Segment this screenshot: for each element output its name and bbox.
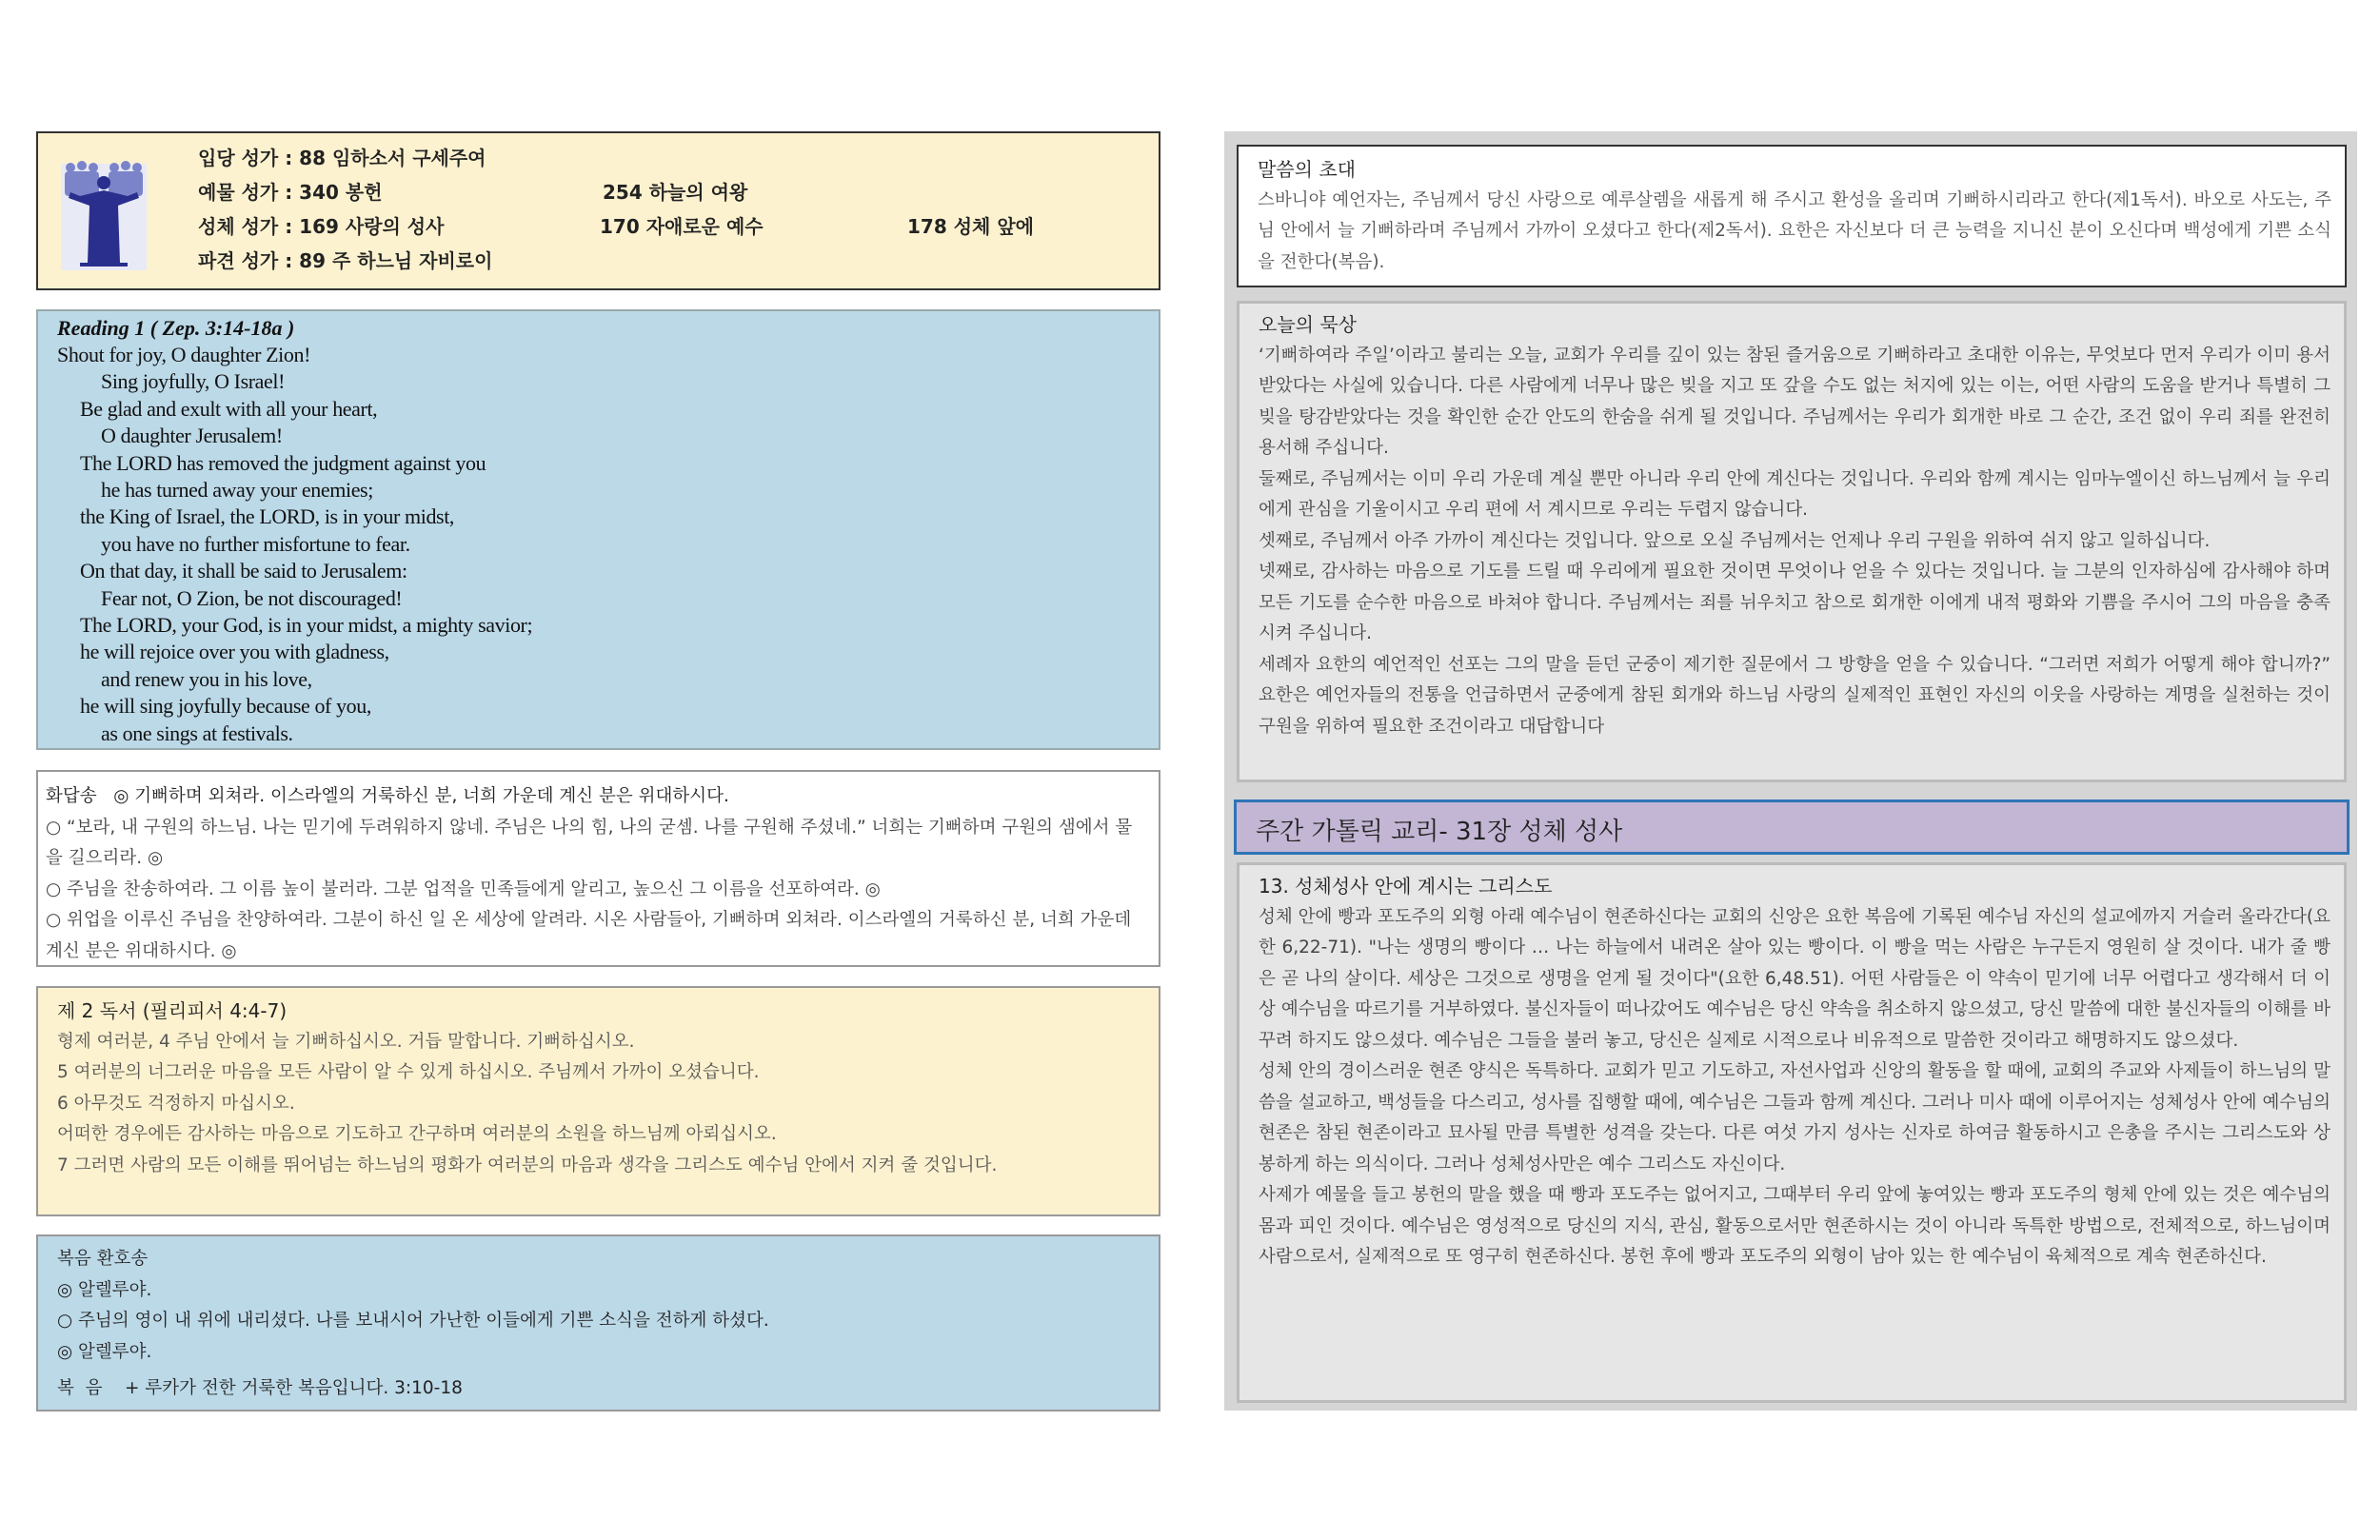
catechism-header-title: 주간 가톨릭 교리- 31장 성체 성사	[1256, 818, 1623, 846]
reading-line: Fear not, O Zion, be not discouraged!	[101, 585, 403, 610]
reading-line: The LORD, your God, is in your midst, a mighty savior;	[80, 613, 533, 638]
communion-hymn-2: 170 자애로운 예수	[600, 215, 764, 238]
reading-2-line: 6 아무것도 걱정하지 마십시오.	[57, 1093, 295, 1114]
meditation-paragraph: 세례자 요한의 예언적인 선포는 그의 말을 듣던 군중이 제기한 질문에서 그 방향을 얻을 수 있습니다. “그러면 저희가 어떻게 해야 합니까?” 요한은 예언자들의 전통을 언급하면서 군중에게 참된 회개와 하느님 사랑의 실제적인 표현인 자신의 이웃을 사랑하는 계명을 실천하는 것이 구원을 위하여 필요한 조건이라고 대답합니다	[1259, 654, 2330, 737]
meditation-paragraph: 셋째로, 주님께서 아주 가까이 계신다는 것입니다. 앞으로 오실 주님께서는 언제나 우리 구원을 위하여 쉬지 않고 일하십니다.	[1259, 530, 2211, 551]
reading-line: he will sing joyfully because of you,	[80, 694, 371, 719]
reading-1-box	[36, 309, 1160, 750]
reading-2-title: 제 2 독서 (필리피서 4:4-7)	[57, 999, 288, 1022]
catechism-paragraph: 성체 안에 빵과 포도주의 외형 아래 예수님이 현존하신다는 교회의 신앙은 요한 복음에 기록된 예수님 자신의 설교에까지 거슬러 올라간다(요한 6,22-71). "나는 생명의 빵이다 … 나는 하늘에서 내려온 살아 있는 빵이다. 이 빵을 먹는 사람은 누구든지 영원히 살 것이다. 내가 줄 빵은 곧 나의 살이다. 세상은 그것으로 생명을 얻게 될 것이다"(요한 6,48.51). 어떤 사람들은 이 약속이 믿기에 너무 어렵다고 생각해서 더 이상 예수님을 따르기를 거부하였다. 불신자들이 떠나갔어도 예수님은 당신 약속을 취소하지 않으셨고, 당신 말씀에 대한 불신자들의 이해를 바꾸려 하지도 않으셨다. 예수님은 그들을 불러 놓고, 당신은 실제로 시적으로나 비유적으로 말씀한 것이라고 해명하지도 않으셨다.	[1259, 906, 2330, 1051]
reading-line: On that day, it shall be said to Jerusalem:	[80, 559, 407, 583]
reading-line: he has turned away your enemies;	[101, 478, 373, 503]
reading-2-line: 7 그러면 사람의 모든 이해를 뛰어넘는 하느님의 평화가 여러분의 마음과 생각을 그리스도 예수님 안에서 지켜 줄 것입니다.	[57, 1155, 998, 1175]
psalm-verse-2: ○ 주님을 찬송하여라. 그 이름 높이 불러라. 그분 업적을 민족들에게 알리고, 높으신 그 이름을 선포하여라. ◎	[46, 879, 881, 899]
offertory-hymn-2: 254 하늘의 여왕	[603, 181, 748, 204]
reading-line: Be glad and exult with all your heart,	[80, 396, 378, 421]
gospel-line: ○ 주님의 영이 내 위에 내리셨다. 나를 보내시어 가난한 이들에게 기쁜 소식을 전하게 하셨다.	[57, 1311, 769, 1331]
psalm-refrain: ◎ 기뻐하며 외쳐라. 이스라엘의 거룩하신 분, 너희 가운데 계신 분은 위대하시다.	[113, 786, 729, 806]
entrance-hymn: 입당 성가 : 88 임하소서 구세주여	[198, 147, 486, 169]
invitation-title: 말씀의 초대	[1258, 158, 1356, 181]
psalm-verse-3: ○ 위업을 이루신 주님을 찬양하여라. 그분이 하신 일 온 세상에 알려라. 시온 사람들아, 기뻐하며 외쳐라. 이스라엘의 거룩하신 분, 너희 가운데 계신 분은 위대하시다. ◎	[46, 910, 1132, 961]
catechism-header	[1234, 800, 2350, 855]
psalm-verse-1: ○ “보라, 내 구원의 하느님. 나는 믿기에 두려워하지 않네. 주님은 나의 힘, 나의 굳셈. 나를 구원해 주셨네.” 너희는 기뻐하며 구원의 샘에서 물을 길으리라. ◎	[46, 817, 1133, 868]
meditation-paragraph: 둘째로, 주님께서는 이미 우리 가운데 계실 뿐만 아니라 우리 안에 계신다는 것입니다. 우리와 함께 계시는 임마누엘이신 하느님께서 늘 우리에게 관심을 기울이시고 우리 편에 서 계시므로 우리는 두렵지 않습니다.	[1259, 468, 2330, 520]
reading-line: O daughter Jerusalem!	[101, 424, 283, 448]
reading-line: the King of Israel, the LORD, is in your midst,	[80, 504, 455, 529]
communion-hymn: 성체 성가 : 169 사랑의 성사	[198, 215, 445, 238]
reading-2-line: 5 여러분의 너그러운 마음을 모든 사람이 알 수 있게 하십시오. 주님께서 가까이 오셨습니다.	[57, 1062, 760, 1082]
reading-2-box	[36, 986, 1160, 1216]
choir-priest-icon	[61, 156, 147, 270]
catechism-box	[1237, 862, 2347, 1403]
gospel-box	[36, 1234, 1160, 1412]
gospel-reference: 복 음 + 루카가 전한 거룩한 복음입니다. 3:10-18	[57, 1378, 463, 1398]
gospel-line: ◎ 알렐루야.	[57, 1279, 152, 1300]
reading-line: Shout for joy, O daughter Zion!	[57, 343, 311, 366]
reading-line: as one sings at festivals.	[101, 721, 293, 745]
catechism-title: 13. 성체성사 안에 계시는 그리스도	[1259, 875, 1553, 898]
meditation-paragraph: 넷째로, 감사하는 마음으로 기도를 드릴 때 우리에게 필요한 것이면 무엇이나 얻을 수 있다는 것입니다. 늘 그분의 인자하심에 감사해야 하며 모든 기도를 순수한 마음으로 바쳐야 합니다. 주님께서는 죄를 뉘우치고 참으로 회개한 이에게 내적 평화와 기쁨을 주시어 그의 마음을 충족시켜 주십니다.	[1259, 562, 2330, 643]
catechism-paragraph: 성체 안의 경이스러운 현존 양식은 독특하다. 교회가 믿고 기도하고, 자선사업과 신앙의 활동을 할 때에, 교회의 주교와 사제들이 하느님의 말씀을 설교하고, 백성들을 다스리고, 성사를 집행할 때에, 예수님은 그들과 함께 계신다. 그러나 미사 때에 이루어지는 성체성사 안에 예수님의 현존은 참된 현존이라고 묘사될 만큼 특별한 성격을 갖는다. 다른 여섯 가지 성사는 신자로 하여금 활동하시고 은총을 주시는 그리스도와 상봉하게 하는 의식이다. 그러나 성체성사만은 예수 그리스도 자신이다.	[1259, 1061, 2330, 1175]
gospel-line: ◎ 알렐루야.	[57, 1341, 152, 1362]
reading-line: and renew you in his love,	[101, 666, 312, 691]
offertory-hymn: 예물 성가 : 340 봉헌	[198, 181, 383, 204]
psalm-box	[36, 770, 1160, 967]
catechism-paragraph: 사제가 예물을 들고 봉헌의 말을 했을 때 빵과 포도주는 없어지고, 그때부터 우리 앞에 놓여있는 빵과 포도주의 형체 안에 있는 것은 예수님의 몸과 피인 것이다. 예수님은 영성적으로 당신의 지식, 관심, 활동으로서만 현존하시는 것이 아니라 독특한 방법으로, 전체적으로, 하느님이며 사람으로서, 실제적으로 또 영구히 현존하신다. 봉헌 후에 빵과 포도주의 외형이 남아 있는 한 예수님이 육체적으로 계속 현존하신다.	[1259, 1185, 2330, 1267]
meditation-paragraph: ‘기뻐하여라 주일’이라고 불리는 오늘, 교회가 우리를 깊이 있는 참된 즐거움으로 기뻐하라고 초대한 이유는, 무엇보다 먼저 우리가 이미 용서받았다는 사실에 있습니다. 다른 사람에게 너무나 많은 빚을 지고 또 갚을 수도 없는 처지에 있는 이는, 어떤 사람의 도움을 받거나 특별히 그 빚을 탕감받았다는 것을 확인한 순간 안도의 한숨을 쉬게 될 것입니다. 주님께서는 우리가 회개한 바로 그 순간, 조건 없이 우리 죄를 완전히 용서해 주십니다.	[1259, 345, 2330, 458]
gospel-title: 복음 환호송	[57, 1249, 149, 1269]
invitation-box	[1237, 145, 2347, 287]
dismissal-hymn: 파견 성가 : 89 주 하느님 자비로이	[198, 249, 493, 272]
reading-line: you have no further misfortune to fear.	[101, 531, 410, 556]
reading-2-line: 형제 여러분, 4 주님 안에서 늘 기뻐하십시오. 거듭 말합니다. 기뻐하십시오.	[57, 1031, 635, 1052]
meditation-title: 오늘의 묵상	[1259, 313, 1357, 336]
hymns-box	[36, 131, 1160, 290]
reading-line: Sing joyfully, O Israel!	[101, 369, 286, 394]
invitation-body: 스바니야 예언자는, 주님께서 당신 사랑으로 예루살렘을 새롭게 해 주시고 환성을 올리며 기뻐하시리라고 한다(제1독서). 바오로 사도는, 주님 안에서 늘 기뻐하라며 주님께서 가까이 오셨다고 한다(제2독서). 요한은 자신보다 더 큰 능력을 지니신 분이 오신다며 백성에게 기쁜 소식을 전한다(복음).	[1258, 189, 2331, 272]
reading-1-title: Reading 1 ( Zep. 3:14-18a )	[57, 316, 295, 340]
reading-2-line: 어떠한 경우에든 감사하는 마음으로 기도하고 간구하며 여러분의 소원을 하느님께 아뢰십시오.	[57, 1124, 777, 1144]
psalm-label: 화답송	[46, 786, 97, 806]
reading-line: The LORD has removed the judgment against you	[80, 450, 486, 475]
meditation-box	[1237, 301, 2347, 782]
reading-line: he will rejoice over you with gladness,	[80, 640, 389, 664]
communion-hymn-3: 178 성체 앞에	[907, 215, 1034, 238]
